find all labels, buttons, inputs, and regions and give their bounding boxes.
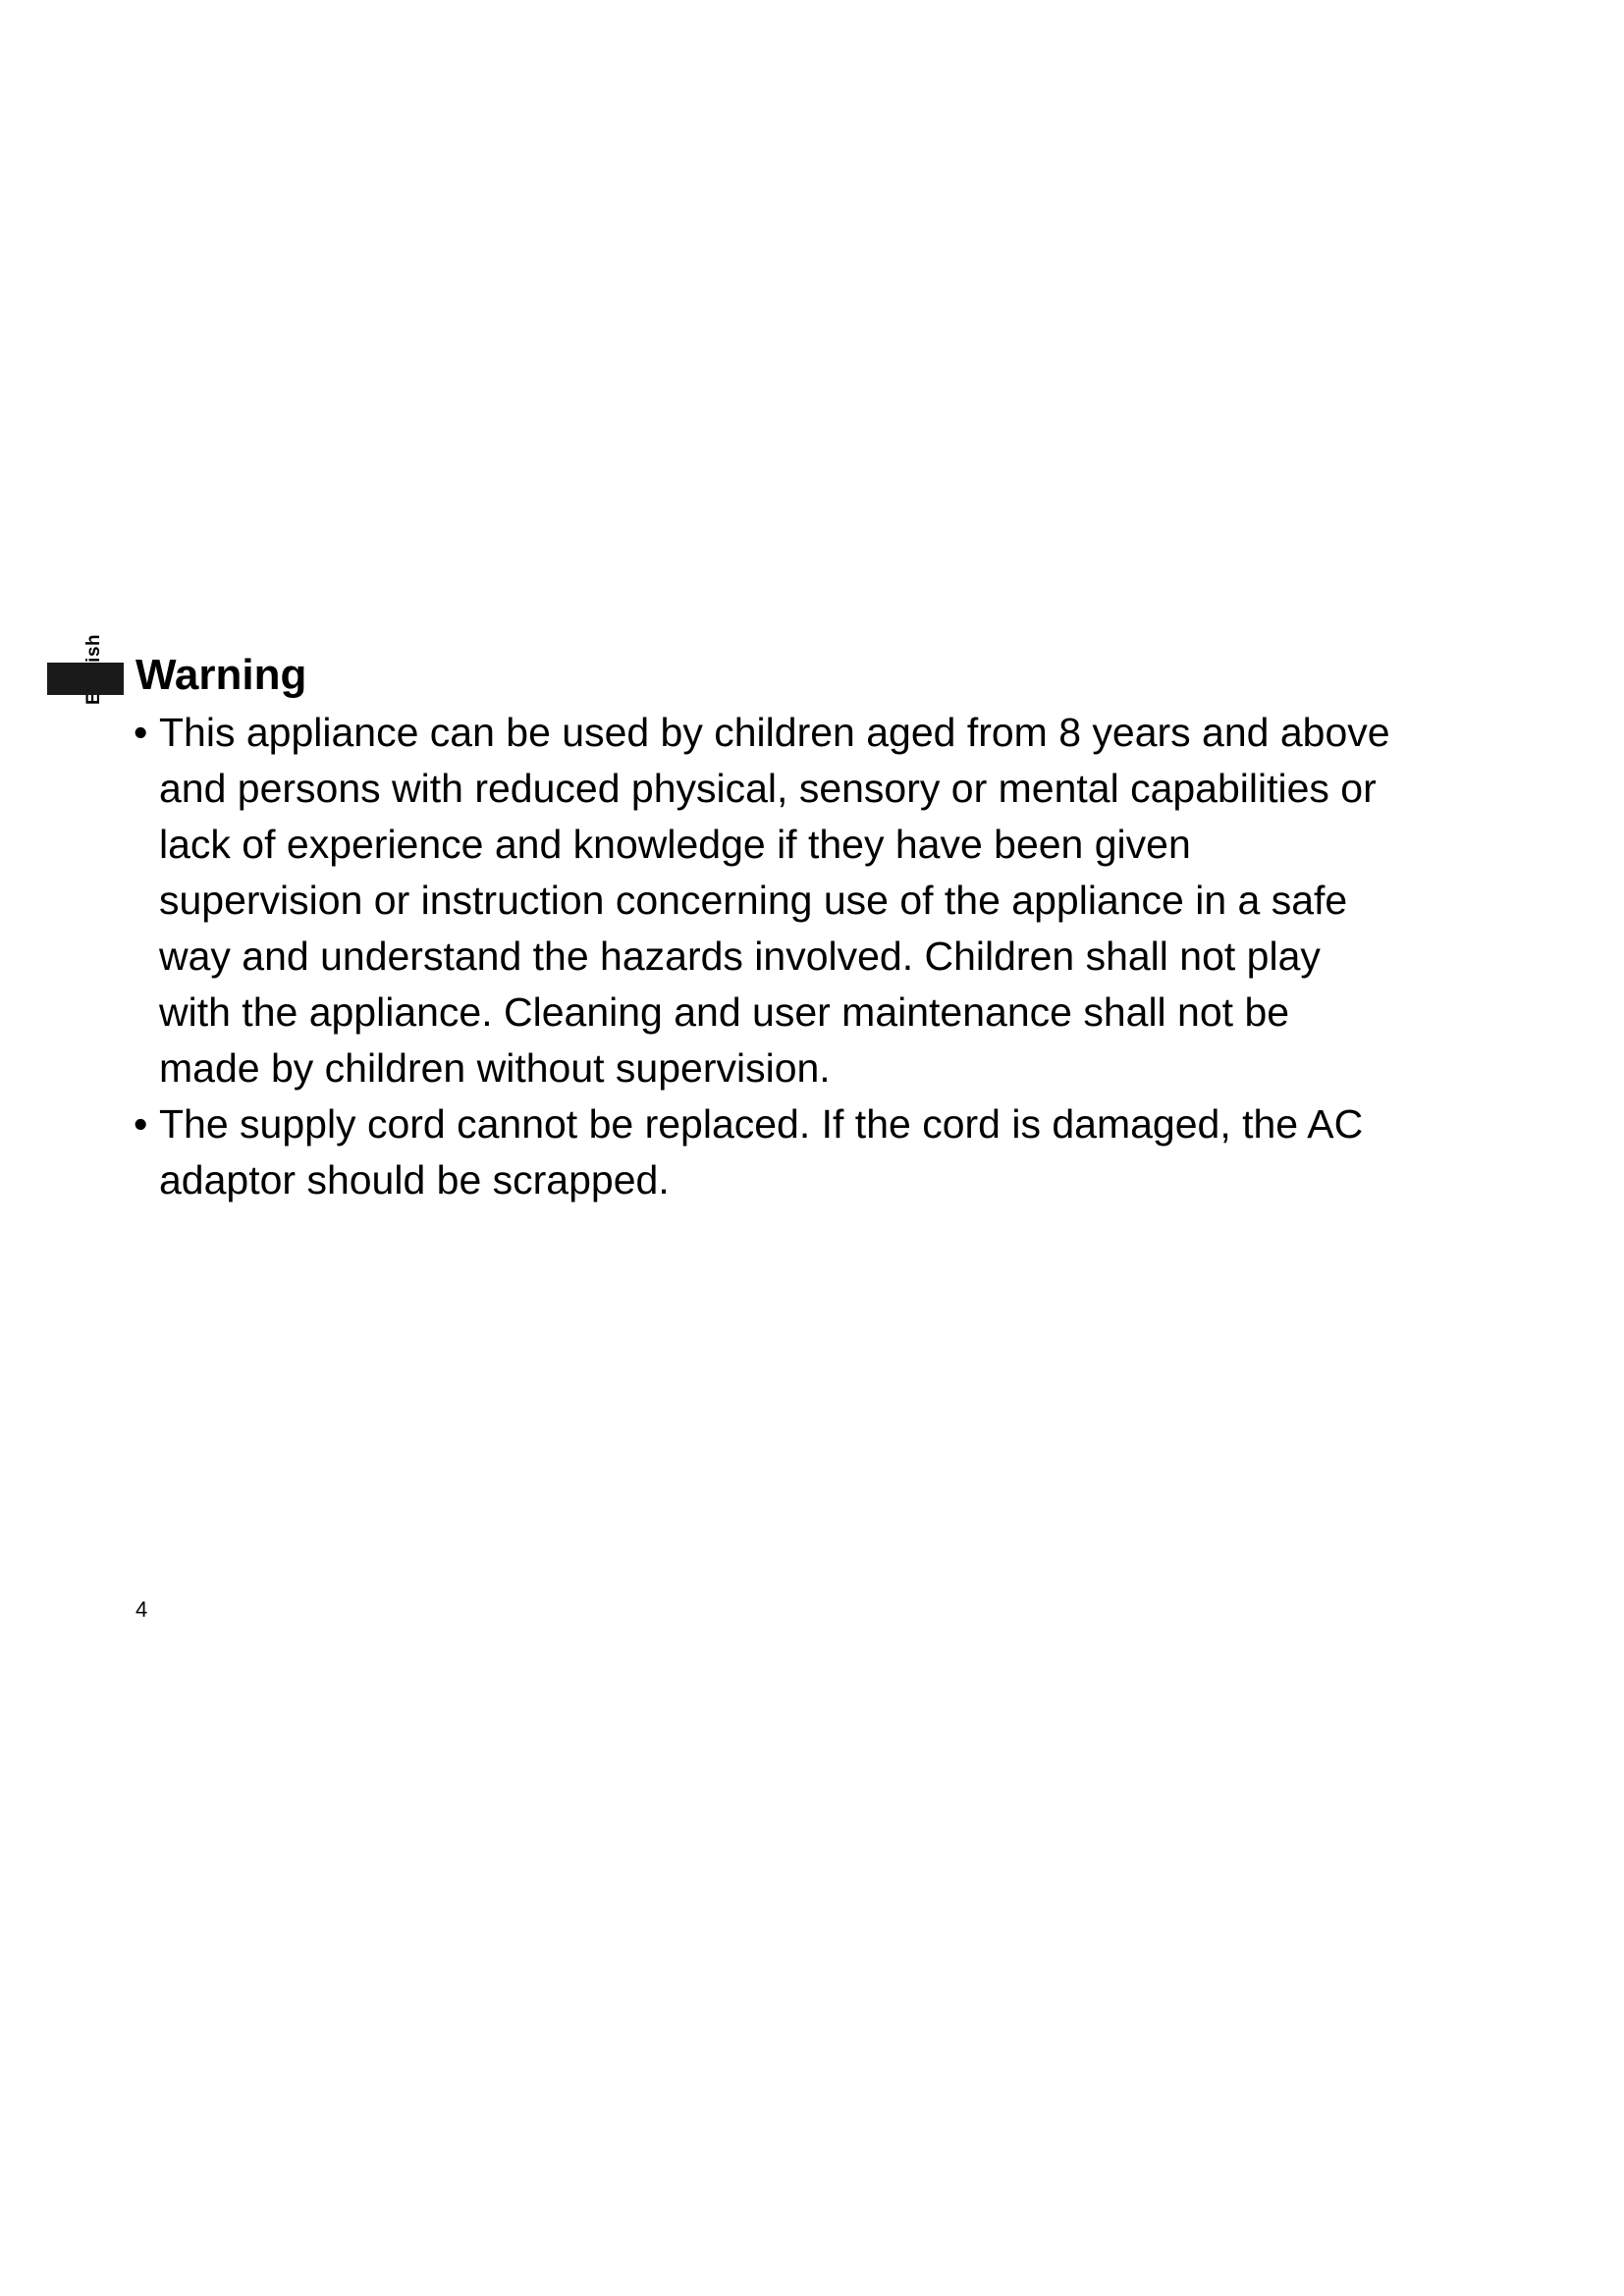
bullet-icon: • — [134, 710, 148, 755]
warning-heading — [47, 653, 306, 698]
bullet-icon: • — [134, 1101, 148, 1147]
warning-list — [134, 705, 1508, 1208]
black-square-icon — [47, 663, 124, 695]
list-item-text: This appliance can be used by children aged from 8 years and above and persons with reduced physical, sensory or mental capabilities or lack of experience and knowledge if they have been given supervision or instruction concerning use of the appliance in a safe way and understand the hazards involved. Children shall not play with the appliance. Cleaning and user maintenance shall not be made by children without supervision. — [159, 710, 1390, 1091]
warning-title: Warning — [135, 651, 307, 699]
list-item — [134, 1096, 1508, 1208]
page-number: 4 — [135, 1597, 148, 1622]
list-item-text: The supply cord cannot be replaced. If the cord is damaged, the AC adaptor should be scrapped. — [159, 1101, 1364, 1202]
list-item — [134, 705, 1508, 1096]
